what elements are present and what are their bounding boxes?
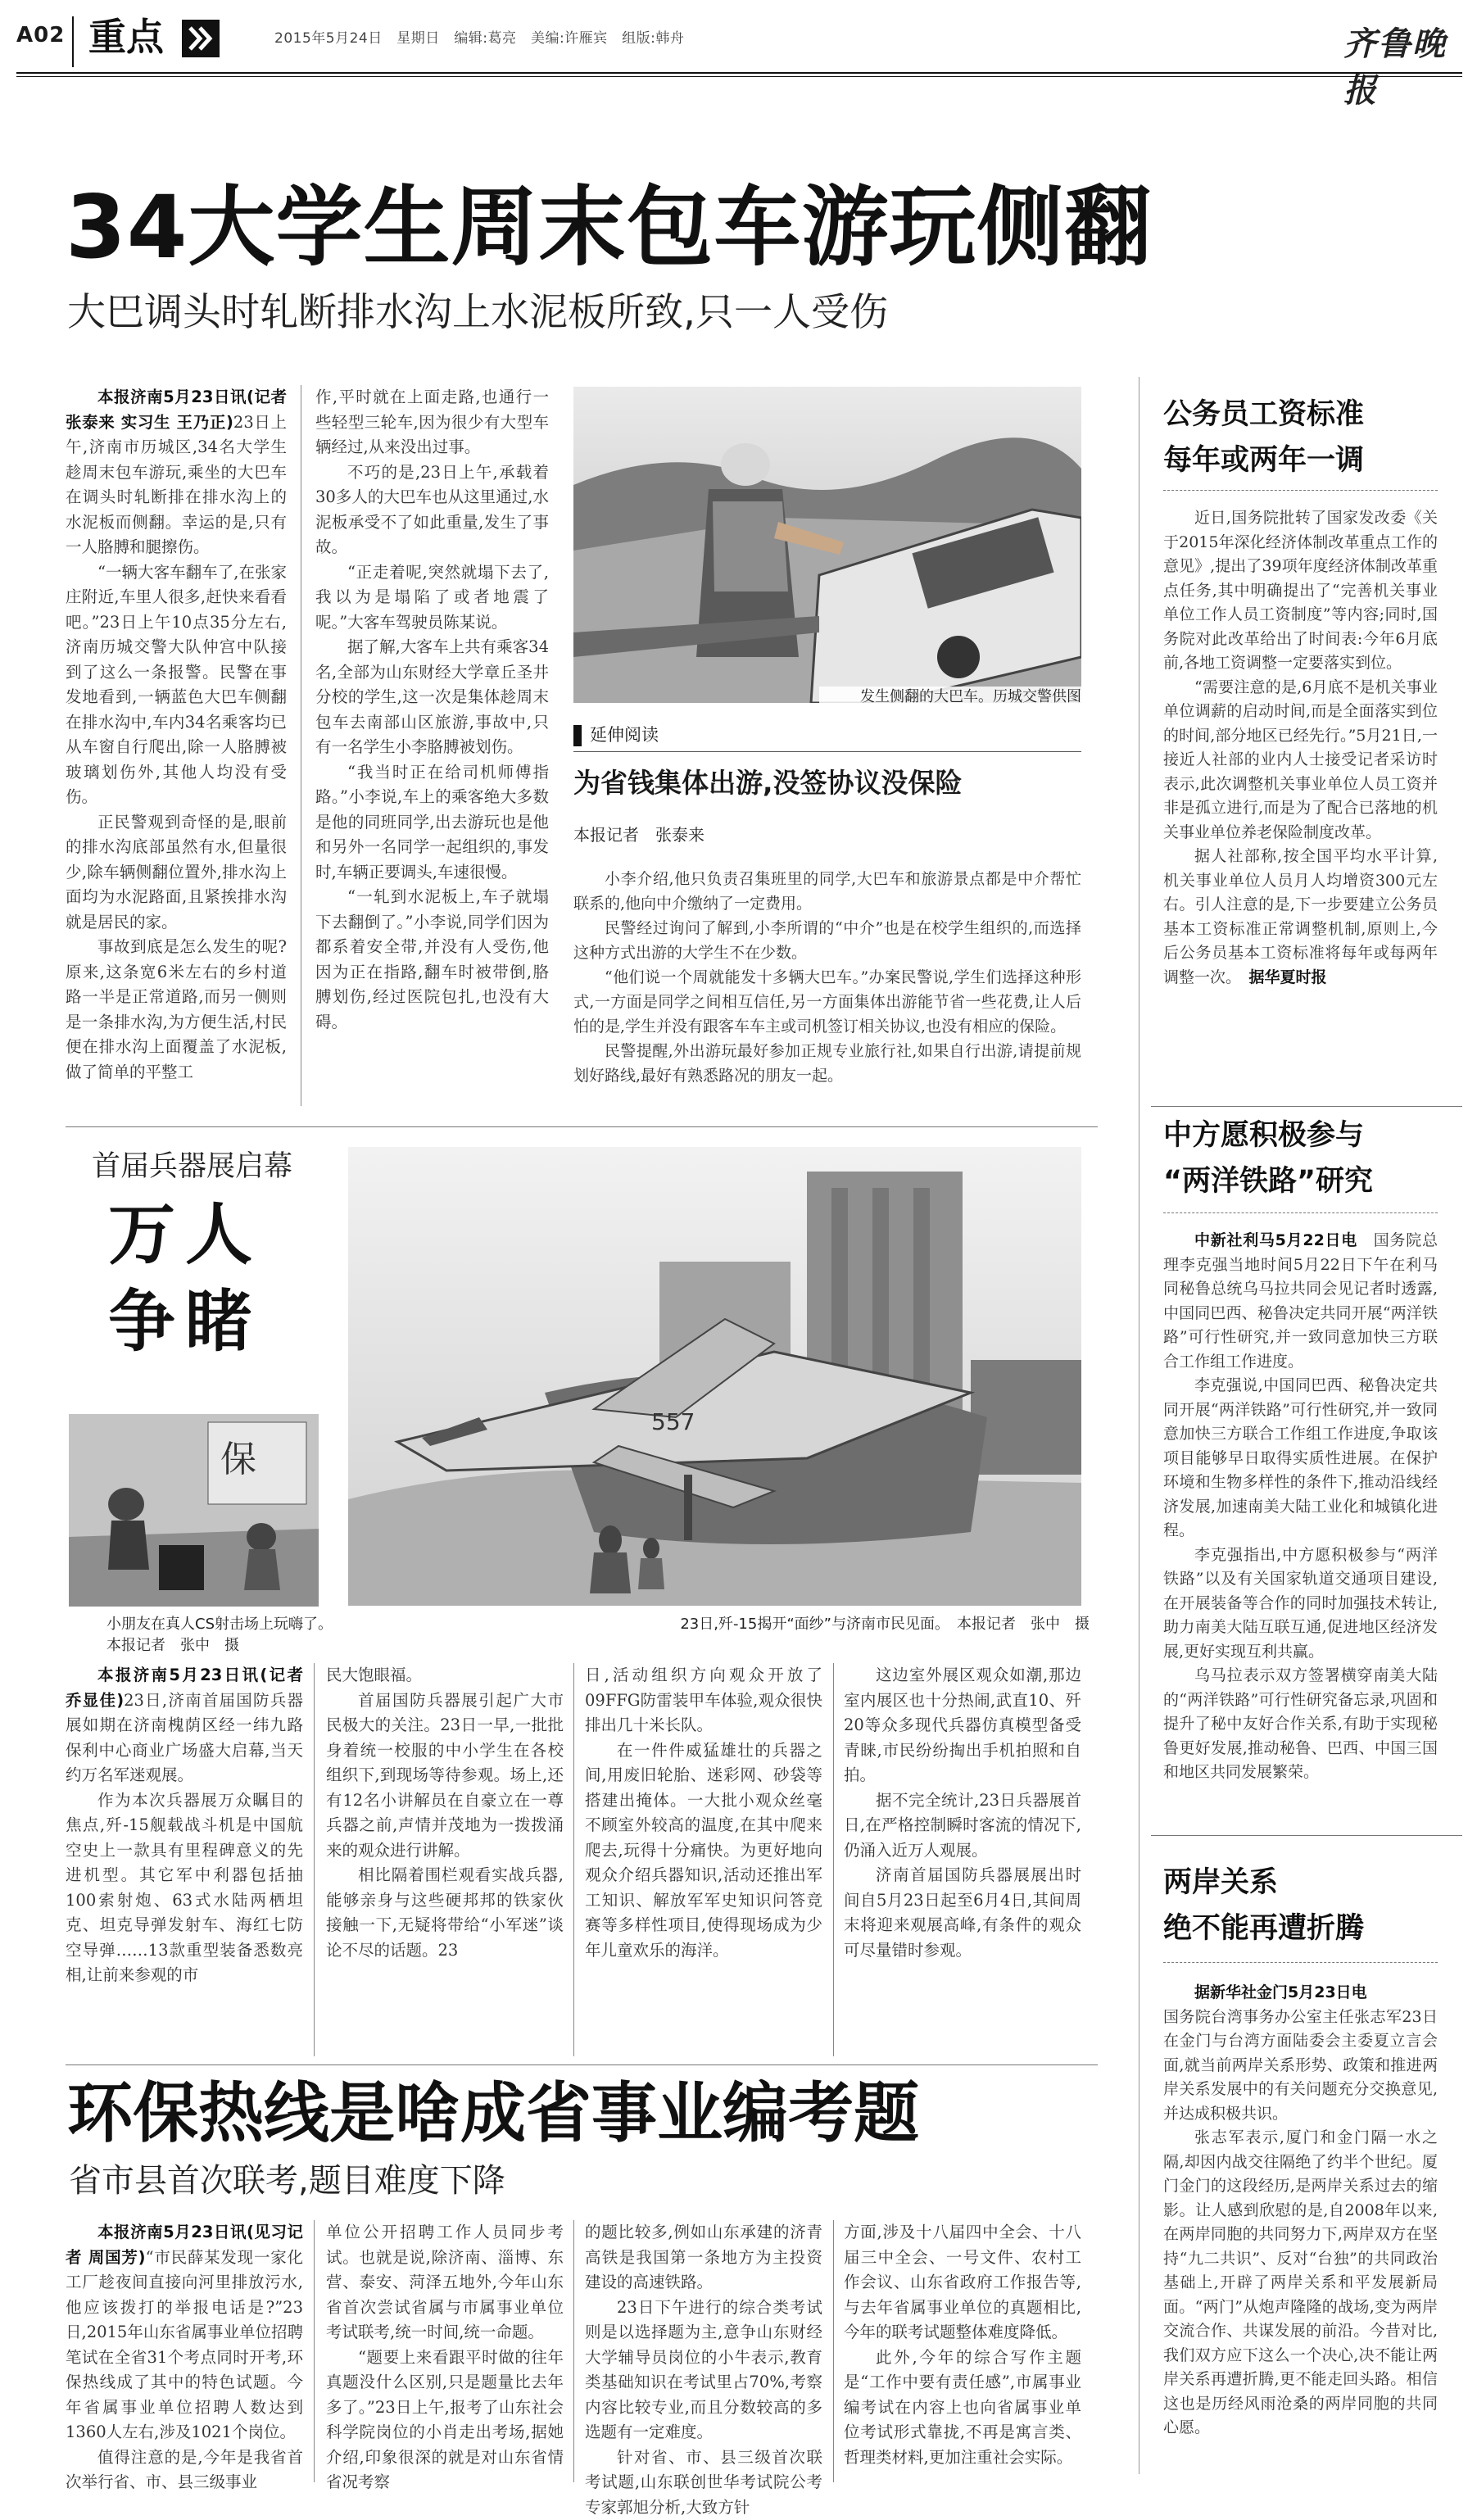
- expo-top-rule: [66, 1126, 1098, 1127]
- column-rule: [573, 2220, 574, 2482]
- related-rule: [573, 751, 1081, 752]
- side1-rule: [1163, 490, 1438, 491]
- svg-text:保: 保: [220, 1439, 256, 1480]
- side2-rule: [1163, 1212, 1438, 1213]
- column-rule: [314, 2220, 315, 2482]
- side3-dateline: 据新华社金门5月23日电: [1194, 1983, 1367, 2001]
- exam-subhead: 省市县首次联考,题目难度下降: [69, 2162, 505, 2200]
- exam-col-1: 本报济南5月23日讯(见习记者 周国芳)“市民薛某发现一家化工厂趁夜间直接向河里排放污水,他应该拨打的举报电话是?”23日,2015年山东省属事业单位招聘笔试在全省31个考点同时开考,环保热线成了其中的特色试题。今年省属事业单位招聘人数达到1360人左右,涉及1021个岗位。 值得注意的是,今年是我省首次举行省、市、县三级事业: [66, 2223, 303, 2491]
- column-rule: [573, 1663, 574, 2056]
- side3-rule: [1163, 1962, 1438, 1963]
- side2-title: 中方愿积极参与 “两洋铁路”研究: [1163, 1119, 1374, 1198]
- header-rule-thin: [16, 76, 1462, 77]
- lead-col-2: 作,平时就在上面走路,也通行一些轻型三轮车,因为很少有大型车辆经过,从来没出过事。 不巧的是,23日上午,承载着30多人的大巴车也从这里通过,水泥板承受不了如此重量,发生了事故。 “正走着呢,突然就塌下去了,我以为是塌陷了或者地震了呢。”大客车驾驶员陈某说。 据了解,大客车上共有乘客34名,全部为山东财经大学章丘圣井分校的学生,这一次是集体趁周末包车去南部山区旅游,事故中,只有一名学生小李胳膊被划伤。 “我当时正在给司机师傅指路。”小李说,车上的乘客绝大多数是他的同班同学,出去游玩也是他和另外一名同学一起组织的,事发时,车辆正要调头,车速很慢。 “一轧到水泥板上,车子就塌下去翻倒了。”小李说,同学们因为都系着安全带,并没有人受伤,他因为正在指路,翻车时被带倒,胳膊划伤,经过医院包扎,也没有大碍。: [315, 388, 549, 1031]
- header-divider: [72, 16, 74, 67]
- exam-col-3: 的题比较多,例如山东承建的济青高铁是我国第一条地方为主投资建设的高速铁路。 23日下午进行的综合类考试则是以选择题为主,意争山东财经大学辅导员岗位的小牛表示,教育类基础知识在考试里占70%,考察内容比较专业,而且分数较高的多选题有一定难度。 针对省、市、县三级首次联考试题,山东联创世华考试院公考专家郭旭分析,大致方针: [585, 2223, 822, 2517]
- masthead-logo: 齐鲁晚报: [1343, 25, 1447, 110]
- related-body: 小李介绍,他只负责召集班里的同学,大巴车和旅游景点都是中介帮忙联系的,他向中介缴纳了一定费用。 民警经过询问了解到,小李所谓的“中介”也是在校学生组织的,而选择这种方式出游的大学生不在少数。 “他们说一个周就能发十多辆大巴车。”办案民警说,学生们选择这种形式,一方面是同学之间相互信任,另一方面集体出游能节省一些花费,让人后怕的是,学生并没有跟客车车主或司机签订相关协议,也没有相应的保险。 民警提醒,外出游玩最好参加正规专业旅行社,如果自行出游,请提前规划好路线,最好有熟悉路况的朋友一起。: [573, 870, 1081, 1085]
- lead-subhead: 大巴调头时轧断排水沟上水泥板所致,只一人受伤: [67, 290, 888, 335]
- header-meta: 2015年5月24日 星期日 编辑:葛亮 美编:许雁宾 组版:韩舟: [274, 30, 685, 47]
- section-arrow-icon: [182, 20, 220, 57]
- exam-byline: 本报济南5月23日讯(见习记者 周国芳): [66, 2223, 303, 2267]
- svg-text:557: 557: [651, 1408, 695, 1435]
- bus-photo-caption: 发生侧翻的大巴车。历城交警供图: [819, 687, 1081, 708]
- exam-col-4: 方面,涉及十八届四中全会、十八届三中全会、一号文件、农村工作会议、山东省政府工作报告等,与去年省属事业单位的真题相比,今年的联考试题整体难度降低。 此外,今年的综合写作主题是“工作中要有责任感”,市属事业编考试在内容上也向省属事业单位考试形式靠拢,不再是寓言类、哲理类材料,更加注重社会实际。: [844, 2223, 1081, 2467]
- related-byline: 本报记者 张泰来: [573, 825, 705, 845]
- lead-headline: 34大学生周末包车游玩侧翻: [66, 177, 1153, 278]
- side2-dateline: 中新社利马5月22日电: [1194, 1231, 1358, 1249]
- related-tag-marker: [573, 725, 582, 746]
- exam-top-rule: [66, 2064, 1098, 2065]
- side-divider-2: [1151, 1835, 1462, 1836]
- side-divider: [1151, 1106, 1462, 1107]
- related-title: 为省钱集体出游,没签协议没保险: [573, 767, 963, 799]
- section-title: 重点: [88, 15, 164, 59]
- expo-byline: 本报济南5月23日讯(记者 乔显佳): [66, 1666, 303, 1710]
- lead-col-1: 本报济南5月23日讯(记者 张泰来 实习生 王乃正)23日上午,济南市历城区,34名大学生趁周末包车游玩,乘坐的大巴车在调头时轧断排在排水沟上的水泥板而侧翻。幸运的是,只有一人胳膊和腿擦伤。 “一辆大客车翻车了,在张家庄附近,车里人很多,赶快来看看吧。”23日上午10点35分左右,济南历城交警大队仲宫中队接到了这么一条报警。民警在事发地看到,一辆蓝色大巴车侧翻在排水沟中,车内34名乘客均已从车窗自行爬出,除一人胳膊被玻璃划伤外,其他人均没有受伤。 正民警观到奇怪的是,眼前的排水沟底部虽然有水,但量很少,除车辆侧翻位置外,排水沟上面均为水泥路面,且紧挨排水沟就是居民的家。 事故到底是怎么发生的呢?原来,这条宽6米左右的乡村道路一半是正常道路,而另一侧则是一条排水沟,为方便生活,村民便在排水沟上面覆盖了水泥板,做了简单的平整工: [66, 388, 287, 1081]
- column-rule: [833, 2220, 834, 2482]
- expo-col-2: 民大饱眼福。 首届国防兵器展引起广大市民极大的关注。23日一早,一批批身着统一校服的中小学生在各校组织下,到现场等待参观。场上,还有12名小讲解员在自豪立在一尊兵器之前,声情并茂地为一拨拨涌来的观众进行讲解。 相比隔着围栏观看实战兵器,能够亲身与这些硬邦邦的铁家伙接触一下,无疑将带给“小军迷”谈论不尽的话题。23: [326, 1666, 564, 1960]
- side3-body: 据新华社金门5月23日电 国务院台湾事务办公室主任张志军23日在金门与台湾方面陆委会主委夏立言会面,就当前两岸关系形势、政策和推进两岸关系发展中的有关问题充分交换意见,并达成积极共识。 张志军表示,厦门和金门隔一水之隔,却因内战交往隔绝了约半个世纪。厦门金门的这段经历,是两岸关系过去的缩影。让人感到欣慰的是,自2008年以来,在两岸同胞的共同努力下,两岸双方在坚持“九二共识”、反对“台独”的共同政治基础上,开辟了两岸关系和平发展新局面。“两门”从炮声隆隆的战场,变为两岸交流合作、共谋发展的前沿。今昔对比,我们双方应下这么一个决心,决不能让两岸关系再遭折腾,更不能走回头路。相信这也是历经风雨沧桑的两岸同胞的共同心愿。: [1163, 1983, 1438, 2436]
- exam-col-2: 单位公开招聘工作人员同步考试。也就是说,除济南、淄博、东营、泰安、菏泽五地外,今年山东省首次尝试省属与市属事业单位考试联考,统一时间,统一命题。 “题要上来看跟平时做的往年真题没什么区别,只是题量比去年多了。”23日上午,报考了山东社会科学院岗位的小肖走出考场,据她介绍,印象很深的就是对山东省情省况考察: [326, 2223, 564, 2491]
- cs-kids-photo: [69, 1414, 319, 1607]
- expo-col-1: 本报济南5月23日讯(记者 乔显佳)23日,济南首届国防兵器展如期在济南槐荫区经一纬九路保利中心商业广场盛大启幕,当天约万名军迷观展。 作为本次兵器展万众瞩目的焦点,歼-15舰载战斗机是中国航空史上一款具有里程碑意义的先进机型。其它军中利器包括抽100索射炮、63式水陆两栖坦克、坦克导弹发射车、海红七防空导弹……13款重型装备悉数亮相,让前来参观的市: [66, 1666, 303, 1984]
- page-number: A02: [16, 23, 66, 48]
- lead-byline: 本报济南5月23日讯(记者 张泰来 实习生 王乃正): [66, 388, 287, 432]
- exam-headline: 环保热线是啥成省事业编考题: [67, 2075, 919, 2151]
- related-tag: 延伸阅读: [590, 725, 659, 745]
- side1-source: 据华夏时报: [1248, 968, 1327, 986]
- column-rule: [314, 1663, 315, 2056]
- side3-title: 两岸关系 绝不能再遭折腾: [1163, 1866, 1365, 1945]
- jet-photo-caption: 23日,歼-15揭开“面纱”与济南市民见面。 本报记者 张中 摄: [680, 1616, 1090, 1633]
- side1-title: 公务员工资标准 每年或两年一调: [1163, 398, 1365, 477]
- header-rule: [16, 72, 1462, 74]
- jet-photo: [348, 1147, 1081, 1606]
- cs-kids-caption: 小朋友在真人CS射击场上玩嗨了。 本报记者 张中 摄: [106, 1616, 333, 1654]
- column-rule: [833, 1663, 834, 2056]
- side2-body: 中新社利马5月22日电 国务院总理李克强当地时间5月22日下午在利马同秘鲁总统乌马拉共同会见记者时透露,中国同巴西、秘鲁决定共同开展“两洋铁路”可行性研究,并一致同意加快三方联合工作组工作进度。 李克强说,中国同巴西、秘鲁决定共同开展“两洋铁路”可行性研究,并一致同意加快三方联合工作组工作进度,争取该项目能够早日取得实质性进展。在保护环境和生物多样性的条件下,推动沿线经济发展,加速南美大陆工业化和城镇化进程。 李克强指出,中方愿积极参与“两洋铁路”以及有关国家轨道交通项目建设,在开展装备等合作的同时加强技术转让,助力南美大陆互联互通,促进地区经济发展,更好实现互利共赢。 乌马拉表示双方签署横穿南美大陆的“两洋铁路”可行性研究备忘录,巩固和提升了秘中友好合作关系,有助于实现秘鲁更好发展,推动秘鲁、巴西、中国三国和地区共同发展繁荣。: [1163, 1231, 1438, 1781]
- bus-photo: [573, 387, 1081, 703]
- expo-col-4: 这边室外展区观众如潮,那边室内展区也十分热闹,武直10、歼20等众多现代兵器仿真模型备受青睐,市民纷纷掏出手机拍照和自拍。 据不完全统计,23日兵器展首日,在严格控制瞬时客流的情况下,仍涌入近万人观展。 济南首届国防兵器展展出时间自5月23日起至6月4日,其间周末将迎来观展高峰,有条件的观众可尽量错时参观。: [844, 1666, 1081, 1960]
- expo-kicker: 首届兵器展启幕: [92, 1150, 293, 1183]
- expo-headline: 万人 争睹: [108, 1196, 263, 1361]
- side1-body: 近日,国务院批转了国家发改委《关于2015年深化经济体制改革重点工作的意见》,提出了39项年度经济体制改革重点任务,其中明确提出了“完善机关事业单位工作人员工资制度”等内容;同时,国务院对此改革给出了时间表:今年6月底前,各地工资调整一定要落实到位。 “需要注意的是,6月底不是机关事业单位调薪的启动时间,而是全面落实到位的时间,部分地区已经先行。”5月21日,一接近人社部的业内人士接受记者采访时表示,此次调整机关事业单位人员工资并非是孤立进行,而是为了配合已落地的机关事业单位养老保险制度改革。 据人社部称,按全国平均水平计算,机关事业单位人员月人均增资300元左右。引人注意的是,下一步要建立公务员基本工资标准正常调整机制,原则上,今后公务员基本工资标准将每年或每两年调整一次。 据华夏时报: [1163, 509, 1438, 986]
- expo-col-3: 日,活动组织方向观众开放了09FFG防雷装甲车体验,观众很快排出几十米长队。 在一件件威猛雄壮的兵器之间,用废旧轮胎、迷彩网、砂袋等搭建出掩体。一大批小观众丝毫不顾室外较高的温度,在其中爬来爬去,玩得十分痛快。为更好地向观众介绍兵器知识,活动还推出军工知识、解放军军史知识问答竞赛等多样性项目,使得现场成为少年儿童欢乐的海洋。: [585, 1666, 822, 1960]
